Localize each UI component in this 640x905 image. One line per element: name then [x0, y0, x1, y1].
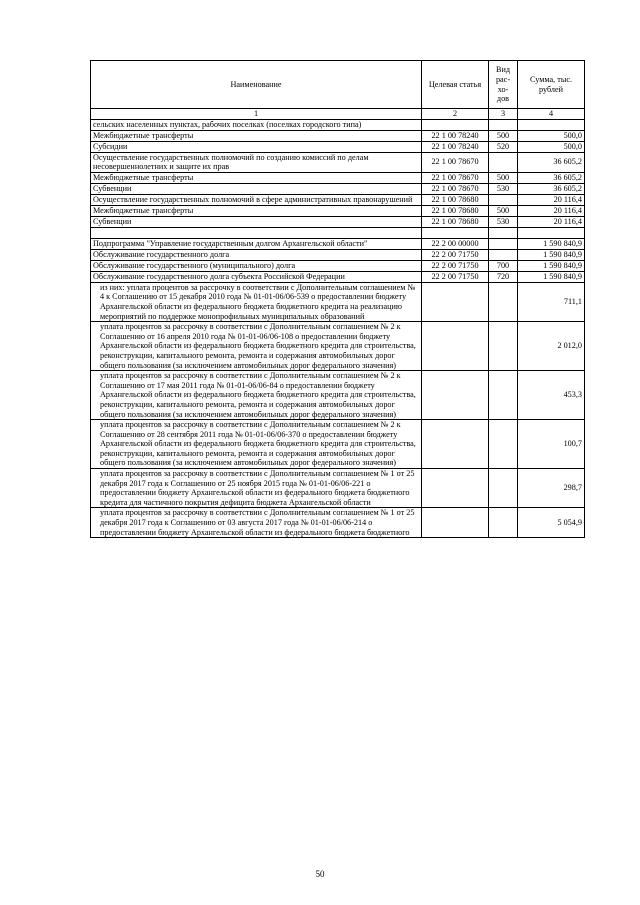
table-row	[91, 249, 585, 260]
cell-name: сельских населенных пунктах, рабочих поселках (поселках городского типа)	[91, 119, 422, 130]
cell-name: уплата процентов за рассрочку в соответствии с Дополнительным соглашением № 1 от 25 декабря 2017 года к Соглашению от 25 ноября 2015 года № 01-01-06/06-221 о предоставлении бюджету Архангельской области из федерального бюджета бюджетного кредита для частичного покрытия дефицита бюджета Архангельской области	[91, 469, 422, 508]
budget-table	[90, 60, 585, 538]
cell-expense-type: 500	[489, 130, 518, 141]
cell-expense-type	[489, 194, 518, 205]
cell-name: Подпрограмма "Управление государственным долгом Архангельской области"	[91, 238, 422, 249]
cell-name: Межбюджетные трансферты	[91, 205, 422, 216]
cell-expense-type	[489, 119, 518, 130]
table-row	[91, 260, 585, 271]
cell-expense-type: 520	[489, 141, 518, 152]
cell-sum: 20 116,4	[518, 216, 585, 227]
cell-name: Субсидии	[91, 141, 422, 152]
cell-expense-type	[489, 249, 518, 260]
cell-sum	[518, 119, 585, 130]
cell-sum: 711,1	[518, 282, 585, 321]
table-row	[91, 216, 585, 227]
cell-expense-type	[489, 508, 518, 538]
table-row	[91, 271, 585, 282]
cell-target-article: 22 1 00 78680	[422, 194, 489, 205]
cell-name: Межбюджетные трансферты	[91, 130, 422, 141]
cell-target-article: 22 2 00 71750	[422, 249, 489, 260]
cell-sum: 1 590 840,9	[518, 249, 585, 260]
header-expense-type: Вид рас- хо- дов	[489, 61, 518, 109]
cell-target-article	[422, 420, 489, 469]
cell-target-article: 22 1 00 78680	[422, 205, 489, 216]
cell-target-article: 22 1 00 78670	[422, 183, 489, 194]
table-body	[91, 119, 585, 538]
cell-expense-type	[489, 238, 518, 249]
cell-name: Осуществление государственных полномочий в сфере административных правонарушений	[91, 194, 422, 205]
table-row	[91, 282, 585, 321]
table-row	[91, 194, 585, 205]
cell-expense-type	[489, 469, 518, 508]
page-number: 50	[315, 869, 325, 879]
cell-expense-type	[489, 152, 518, 172]
cell-expense-type: 720	[489, 271, 518, 282]
cell-sum: 500,0	[518, 141, 585, 152]
cell-sum: 500,0	[518, 130, 585, 141]
column-number: 2	[422, 109, 489, 120]
cell-name: Субвенции	[91, 183, 422, 194]
cell-name: Осуществление государственных полномочий по созданию комиссий по делам несовершеннолетних и защите их прав	[91, 152, 422, 172]
cell-target-article: 22 1 00 78670	[422, 152, 489, 172]
cell-name: Субвенции	[91, 216, 422, 227]
cell-target-article: 22 2 00 00000	[422, 238, 489, 249]
cell-name: уплата процентов за рассрочку в соответствии с Дополнительным соглашением № 2 к Соглашению от 16 апреля 2010 года № 01-01-06/06-108 о предоставлении бюджету Архангельской области из федерального бюджета бюджетного кредита для строительства, реконструкции, капитального ремонта, ремонта и содержания автомобильных дорог общего пользования (за исключением автомобильных дорог федерального значения)	[91, 322, 422, 371]
cell-target-article: 22 1 00 78240	[422, 141, 489, 152]
cell-name: уплата процентов за рассрочку в соответствии с Дополнительным соглашением № 1 от 25 декабря 2017 года к Соглашению от 03 августа 2017 года № 01-01-06/06-214 о предоставлении бюджету Архангельской области из федерального бюджета бюджетного	[91, 508, 422, 538]
cell-name: Межбюджетные трансферты	[91, 172, 422, 183]
table-row	[91, 172, 585, 183]
cell-expense-type	[489, 371, 518, 420]
cell-name	[91, 227, 422, 238]
column-number-row	[91, 109, 585, 120]
cell-target-article	[422, 371, 489, 420]
table-row	[91, 420, 585, 469]
cell-expense-type: 500	[489, 172, 518, 183]
column-number: 3	[489, 109, 518, 120]
table-row	[91, 469, 585, 508]
cell-sum: 36 605,2	[518, 183, 585, 194]
cell-sum: 1 590 840,9	[518, 271, 585, 282]
cell-sum: 298,7	[518, 469, 585, 508]
table-row	[91, 371, 585, 420]
cell-sum: 1 590 840,9	[518, 260, 585, 271]
table-header-row	[91, 61, 585, 109]
cell-sum: 5 054,9	[518, 508, 585, 538]
table-row	[91, 119, 585, 130]
cell-expense-type	[489, 322, 518, 371]
cell-sum: 20 116,4	[518, 194, 585, 205]
cell-sum: 2 012,0	[518, 322, 585, 371]
cell-expense-type	[489, 420, 518, 469]
table-row	[91, 508, 585, 538]
cell-sum	[518, 227, 585, 238]
cell-target-article: 22 1 00 78240	[422, 130, 489, 141]
cell-target-article: 22 1 00 78680	[422, 216, 489, 227]
header-name: Наименование	[91, 61, 422, 109]
cell-sum: 100,7	[518, 420, 585, 469]
cell-expense-type: 700	[489, 260, 518, 271]
cell-sum: 20 116,4	[518, 205, 585, 216]
cell-sum: 453,3	[518, 371, 585, 420]
cell-expense-type: 530	[489, 216, 518, 227]
cell-expense-type	[489, 227, 518, 238]
table-row	[91, 152, 585, 172]
table-row	[91, 183, 585, 194]
cell-name: уплата процентов за рассрочку в соответствии с Дополнительным соглашением № 2 к Соглашению от 17 мая 2011 года № 01-01-06/06-84 о предоставлении бюджету Архангельской области из федерального бюджета бюджетного кредита для строительства, реконструкции, капитального ремонта, ремонта и содержания автомобильных дорог общего пользования (за исключением автомобильных дорог федерального значения)	[91, 371, 422, 420]
cell-target-article	[422, 322, 489, 371]
cell-expense-type: 530	[489, 183, 518, 194]
table-row	[91, 141, 585, 152]
table-row	[91, 227, 585, 238]
cell-target-article	[422, 227, 489, 238]
cell-name: Обслуживание государственного (муниципального) долга	[91, 260, 422, 271]
column-number: 1	[91, 109, 422, 120]
cell-expense-type: 500	[489, 205, 518, 216]
table-row	[91, 205, 585, 216]
column-number: 4	[518, 109, 585, 120]
cell-target-article	[422, 282, 489, 321]
header-target-article: Целевая статья	[422, 61, 489, 109]
table-row	[91, 238, 585, 249]
cell-sum: 36 605,2	[518, 172, 585, 183]
cell-target-article: 22 2 00 71750	[422, 260, 489, 271]
cell-sum: 1 590 840,9	[518, 238, 585, 249]
cell-name: Обслуживание государственного долга субъекта Российской Федерации	[91, 271, 422, 282]
header-sum: Сумма, тыс. рублей	[518, 61, 585, 109]
cell-target-article: 22 1 00 78670	[422, 172, 489, 183]
cell-target-article: 22 2 00 71750	[422, 271, 489, 282]
cell-sum: 36 605,2	[518, 152, 585, 172]
cell-target-article	[422, 119, 489, 130]
cell-name: уплата процентов за рассрочку в соответствии с Дополнительным соглашением № 2 к Соглашению от 28 сентября 2011 года № 01-01-06/06-370 о предоставлении бюджету Архангельской области из федерального бюджета бюджетного кредита для строительства, реконструкции, капитального ремонта, ремонта и содержания автомобильных дорог общего пользования (за исключением автомобильных дорог федерального значения)	[91, 420, 422, 469]
cell-expense-type	[489, 282, 518, 321]
table-row	[91, 322, 585, 371]
cell-name: Обслуживание государственного долга	[91, 249, 422, 260]
cell-target-article	[422, 469, 489, 508]
table-row	[91, 130, 585, 141]
cell-target-article	[422, 508, 489, 538]
cell-name: из них: уплата процентов за рассрочку в соответствии с Дополнительным соглашением № 4 к Соглашению от 15 декабря 2010 года № 01-01-06/06-539 о предоставлении бюджету Архангельской области из федерального бюджета бюджетного кредита на реализацию мероприятий по поддержке монопрофильных муниципальных образований	[91, 282, 422, 321]
